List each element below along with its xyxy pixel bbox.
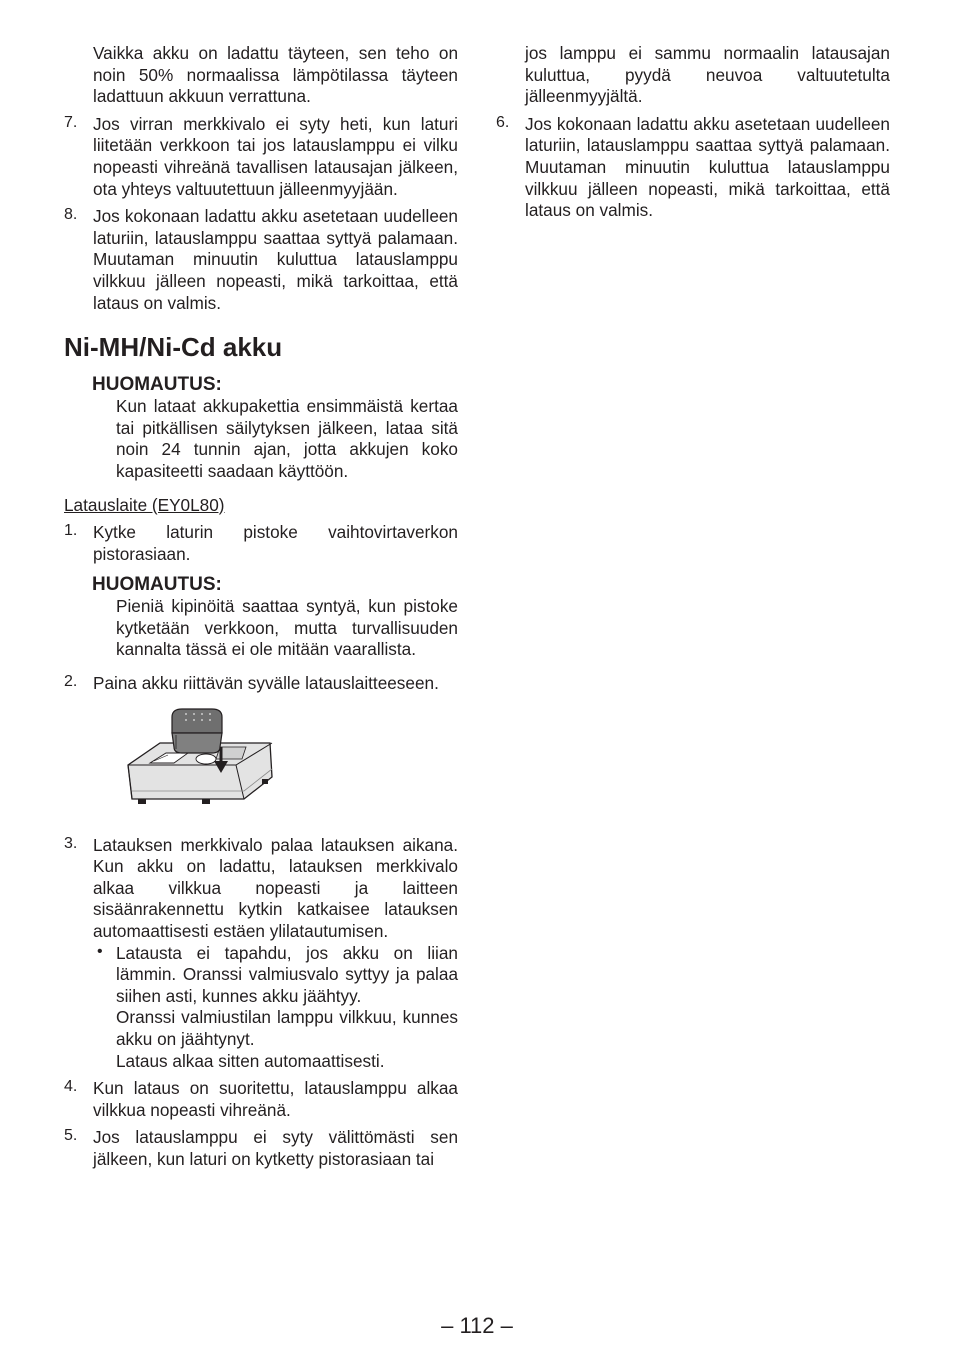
right-column (496, 43, 890, 222)
item-text: Jos virran merkkivalo ei syty heti, kun laturi liitetään verkkoon tai jos latauslamppu ei vilku nopeasti vihreänä tavallisen latausajan jälkeen, ota yhteys valtuutettuun jälleenmyyjään. (93, 113, 458, 199)
subheading: Latauslaite (EY0L80) (64, 494, 225, 515)
step-1 (64, 522, 458, 565)
bullet-line: Oranssi valmiustilan lamppu vilkkuu, kunnes akku on jäähtynyt. (116, 1007, 458, 1049)
charger-drawing (124, 707, 276, 827)
item-text: Paina akku riittävän syvälle latauslaitteeseen. (93, 673, 439, 694)
item-text: Kytke laturin pistoke vaihtovirtaverkon pistorasiaan. (93, 522, 458, 564)
item-text: Latauksen merkkivalo palaa latauksen aikana. Kun akku on ladattu, latauksen merkkivalo alkaa vilkkua nopeasti ja laitteen sisäänrakennettu kytkin katkaisee latauksen automaattisesti estäen ylilatautumisen. (93, 834, 458, 942)
note-title: HUOMAUTUS: (92, 574, 222, 596)
note-body: Pieniä kipinöitä saattaa syntyä, kun pistoke kytketään verkkoon, mutta turvallisuuden kannalta tässä ei ole mitään vaarallista. (116, 596, 458, 660)
note-title: HUOMAUTUS: (92, 374, 222, 396)
item-number: 8. (64, 206, 78, 224)
bullet-line: Lataus alkaa sitten automaattisesti. (116, 1050, 385, 1071)
item-number: 2. (64, 673, 78, 691)
note-body: Kun lataat akkupakettia ensimmäistä kertaa tai pitkällisen säilytyksen jälkeen, lataa sitä noin 24 tunnin ajan, jotta akkujen koko kapasiteetti saadaan käyttöön. (116, 396, 458, 481)
list-item-7 (64, 114, 458, 200)
item-number: 5. (64, 1127, 78, 1145)
charger-illustration (124, 707, 276, 827)
step-5 (64, 1127, 458, 1170)
page-number: – 112 – (441, 1313, 513, 1338)
item-number: 7. (64, 113, 78, 131)
left-column (64, 43, 458, 1171)
intro-paragraph: Vaikka akku on ladattu täyteen, sen teho on noin 50% normaalissa lämpötilassa täyteen ladattuun akkuun verrattuna. (93, 43, 458, 107)
step-3 (64, 835, 458, 943)
item-number: 3. (64, 834, 78, 852)
item-text: Jos kokonaan ladattu akku asetetaan uudelleen laturiin, latauslamppu saattaa syttyä palamaan. Muutaman minuutin kuluttua latauslamppu vilkkuu jälleen nopeasti, mikä tarkoittaa, että lataus on valmis. (93, 206, 458, 313)
item-number: 4. (64, 1078, 78, 1096)
bullet-mark: • (97, 942, 103, 960)
item-number: 6. (496, 113, 510, 131)
continued-paragraph: jos lamppu ei sammu normaalin latausajan kuluttua, pyydä neuvoa valtuutetulta jälleenmyyjältä. (525, 43, 890, 107)
step-4 (64, 1078, 458, 1121)
bullet-line: Latausta ei tapahdu, jos akku on liian lämmin. Oranssi valmiusvalo syttyy ja palaa siihen asti, kunnes akku jäähtyy. (116, 942, 458, 1006)
item-text: Kun lataus on suoritettu, latauslamppu alkaa vilkkua nopeasti vihreänä. (93, 1078, 458, 1120)
list-item-8 (64, 206, 458, 314)
bullet-item (64, 943, 458, 1073)
item-number: 1. (64, 522, 78, 540)
step-2 (64, 673, 458, 695)
item-text: Jos latauslamppu ei syty välittömästi sen jälkeen, kun laturi on kytketty pistorasiaan tai (93, 1127, 458, 1169)
item-text: Jos kokonaan ladattu akku asetetaan uudelleen laturiin, latauslamppu saattaa syttyä palamaan. Muutaman minuutin kuluttua latauslamppu vilkkuu jälleen nopeasti, mikä tarkoittaa, että lataus on valmis. (525, 113, 890, 221)
step-6 (496, 114, 890, 222)
section-heading: Ni-MH/Ni-Cd akku (64, 332, 283, 363)
